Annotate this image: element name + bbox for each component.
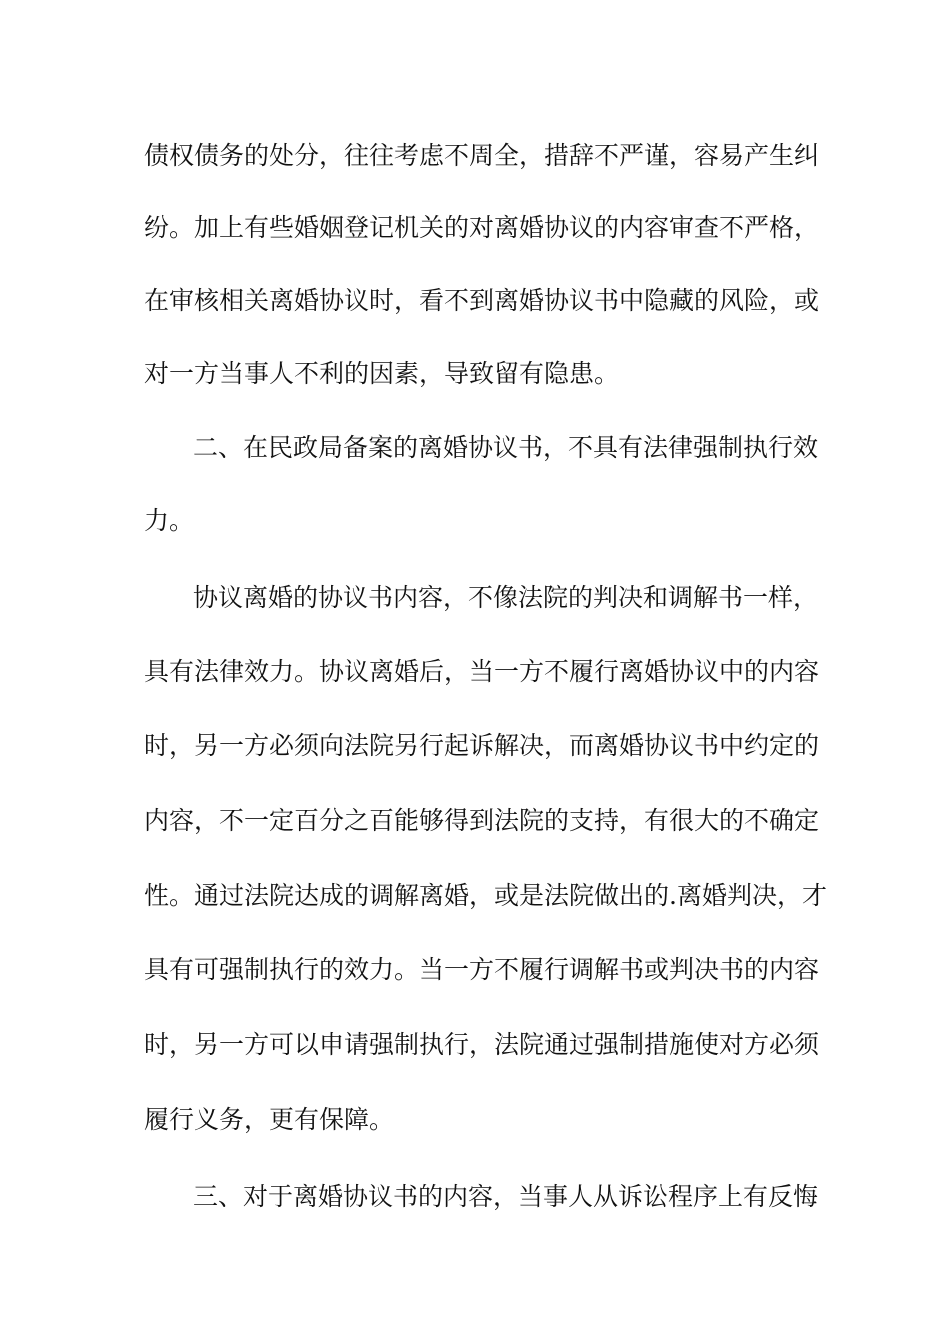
section-heading-line: 二、在民政局备案的离婚协议书，不具有法律强制执行效: [193, 433, 819, 462]
paragraph-line: 内容，不一定百分之百能够得到法院的支持，有很大的不确定: [144, 806, 820, 835]
paragraph-line: 在审核相关离婚协议时，看不到离婚协议书中隐藏的风险，或: [144, 286, 820, 315]
paragraph-line: 时，另一方可以申请强制执行，法院通过强制措施使对方必须: [144, 1030, 820, 1059]
paragraph-line: 债权债务的处分，往往考虑不周全，措辞不严谨，容易产生纠: [144, 141, 820, 170]
section-heading-line: 力。: [144, 506, 195, 535]
paragraph-line: 具有可强制执行的效力。当一方不履行调解书或判决书的内容: [144, 955, 820, 984]
paragraph-line: 时，另一方必须向法院另行起诉解决，而离婚协议书中约定的: [144, 731, 820, 760]
paragraph-line: 纷。加上有些婚姻登记机关的对离婚协议的内容审查不严格，: [144, 213, 820, 242]
paragraph-line: 性。通过法院达成的调解离婚，或是法院做出的.离婚判决，才: [144, 881, 827, 910]
paragraph-line: 履行义务，更有保障。: [144, 1105, 395, 1134]
paragraph-line: 具有法律效力。协议离婚后，当一方不履行离婚协议中的内容: [144, 657, 820, 686]
section-heading-line: 三、对于离婚协议书的内容，当事人从诉讼程序上有反悔: [193, 1182, 819, 1211]
paragraph-line: 协议离婚的协议书内容，不像法院的判决和调解书一样，: [193, 583, 819, 612]
paragraph-line: 对一方当事人不利的因素，导致留有隐患。: [144, 359, 620, 388]
